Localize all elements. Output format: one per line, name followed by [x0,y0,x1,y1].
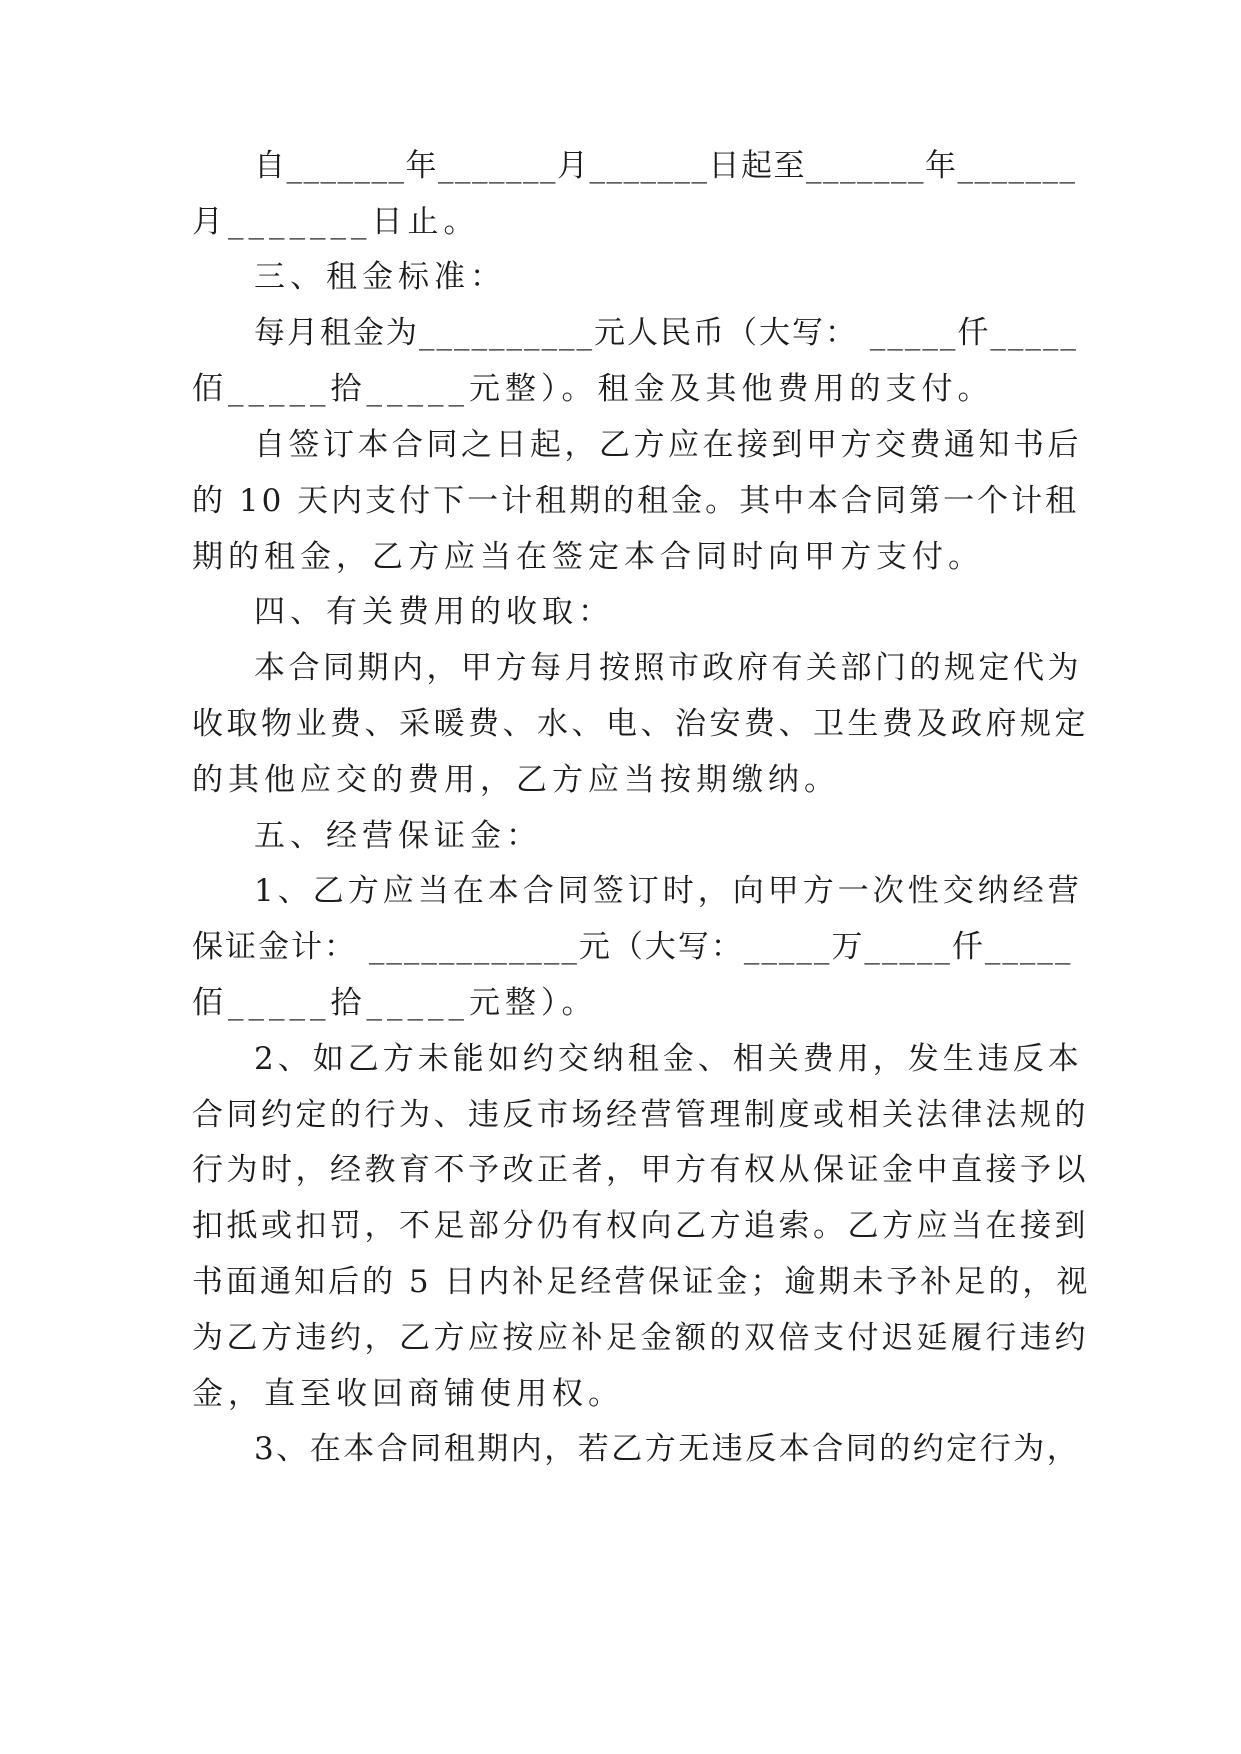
text-line: 金，直至收回商铺使用权。 [192,1376,624,1412]
text-line: 每月租金为__________元人民币（大写： _____仟_____ [254,315,1078,351]
text-line: 自签订本合同之日起，乙方应在接到甲方交费通知书后 [254,427,1082,463]
text-line: 3、在本合同租期内，若乙方无违反本合同的约定行为， [254,1431,1081,1467]
section-heading: 四、有关费用的收取： [254,594,614,630]
text-line: 期的租金，乙方应当在签定本合同时向甲方支付。 [192,539,984,575]
text-line: 保证金计： ____________元（大写：_____万_____仟_____ [192,929,1073,965]
text-line: 2、如乙方未能如约交纳租金、相关费用，发生违反本 [254,1041,1083,1077]
text-line: 的其他应交的费用，乙方应当按期缴纳。 [192,762,840,798]
text-line: 的 10 天内支付下一计租期的租金。其中本合同第一个计租 [192,483,1080,519]
text-line: 佰_____拾_____元整）。 [192,985,598,1021]
text-line: 本合同期内，甲方每月按照市政府有关部门的规定代为 [254,650,1082,686]
text-line: 月_______日止。 [192,204,480,240]
text-line: 为乙方违约，乙方应按应补足金额的双倍支付迟延履行违约 [192,1320,1089,1356]
section-heading: 三、租金标准： [254,259,506,295]
text-line: 佰_____拾_____元整）。租金及其他费用的支付。 [192,371,994,407]
text-line: 自_______年_______月_______日起至_______年_______ [254,148,1077,184]
text-line: 合同约定的行为、违反市场经营管理制度或相关法律法规的 [192,1097,1089,1133]
text-line: 行为时，经教育不予改正者，甲方有权从保证金中直接予以 [192,1152,1089,1188]
text-line: 1、乙方应当在本合同签订时，向甲方一次性交纳经营 [254,873,1083,909]
text-line: 书面通知后的 5 日内补足经营保证金；逾期未予补足的，视 [192,1264,1091,1300]
section-heading: 五、经营保证金： [254,818,542,854]
text-line: 收取物业费、采暖费、水、电、治安费、卫生费及政府规定 [192,706,1089,742]
text-line: 扣抵或扣罚，不足部分仍有权向乙方追索。乙方应当在接到 [192,1208,1089,1244]
